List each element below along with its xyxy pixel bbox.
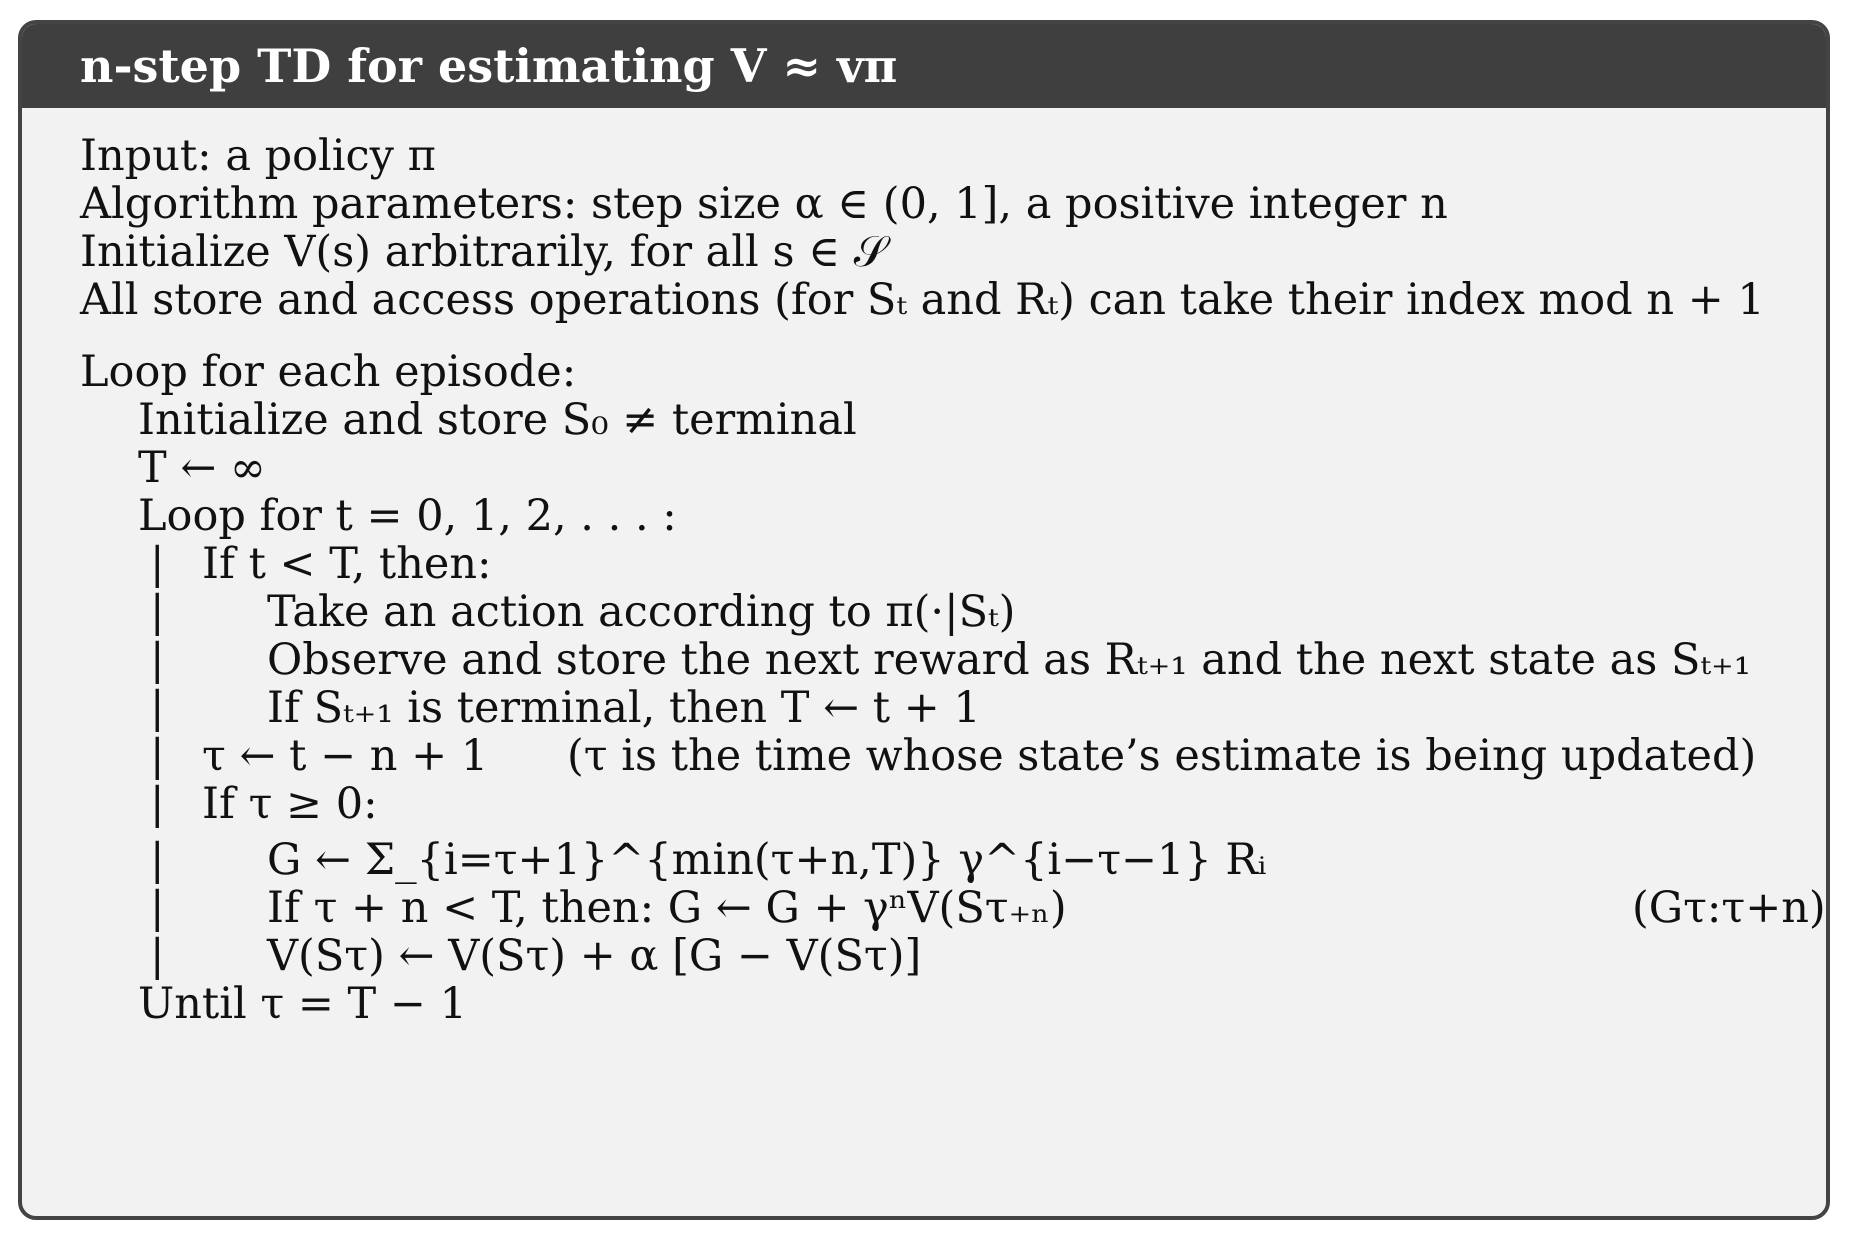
storage-note-line: All store and access operations (for Sₜ and Rₜ) can take their index mod n + 1 — [80, 275, 1765, 325]
take-action-line: Take an action according to π(·|Sₜ) — [267, 587, 1016, 637]
loop-bar: | — [150, 587, 165, 637]
initialize-line: Initialize V(s) arbitrarily, for all s ∈ 𝒮 — [80, 227, 887, 277]
loop-bar: | — [150, 835, 165, 885]
observe-line: Observe and store the next reward as Rₜ₊₁ and the next state as Sₜ₊₁ — [267, 635, 1751, 685]
if-t-line: If t < T, then: — [202, 539, 492, 589]
loop-bar: | — [150, 931, 165, 981]
if-bootstrap-line: If τ + n < T, then: G ← G + γⁿV(Sτ₊ₙ) — [267, 883, 1067, 933]
if-terminal-line: If Sₜ₊₁ is terminal, then T ← t + 1 — [267, 683, 981, 733]
input-line: Input: a policy π — [80, 131, 436, 181]
value-update-line: V(Sτ) ← V(Sτ) + α [G − V(Sτ)] — [267, 931, 922, 981]
loop-bar: | — [150, 731, 165, 781]
g-sum-line: G ← Σ_{i=τ+1}^{min(τ+n,T)} γ^{i−τ−1} Rᵢ — [267, 835, 1267, 885]
loop-t-line: Loop for t = 0, 1, 2, . . . : — [138, 491, 677, 541]
tau-assign-line: τ ← t − n + 1 — [202, 731, 489, 781]
loop-bar: | — [150, 635, 165, 685]
tau-note-line: (τ is the time whose state’s estimate is being updated) — [567, 731, 1757, 781]
until-line: Until τ = T − 1 — [138, 979, 467, 1029]
algorithm-box — [18, 20, 1830, 1220]
parameters-line: Algorithm parameters: step size α ∈ (0, 1], a positive integer n — [80, 179, 1448, 229]
algorithm-title: n-step TD for estimating V ≈ vπ — [22, 24, 1826, 108]
if-tau-line: If τ ≥ 0: — [202, 779, 378, 829]
loop-bar: | — [150, 539, 165, 589]
loop-episode-line: Loop for each episode: — [80, 347, 577, 397]
t-infinity-line: T ← ∞ — [138, 443, 266, 493]
bootstrap-label: (Gτ:τ+n) — [1632, 883, 1826, 933]
init-store-line: Initialize and store S₀ ≠ terminal — [138, 395, 857, 445]
loop-bar: | — [150, 683, 165, 733]
loop-bar: | — [150, 883, 165, 933]
loop-bar: | — [150, 779, 165, 829]
